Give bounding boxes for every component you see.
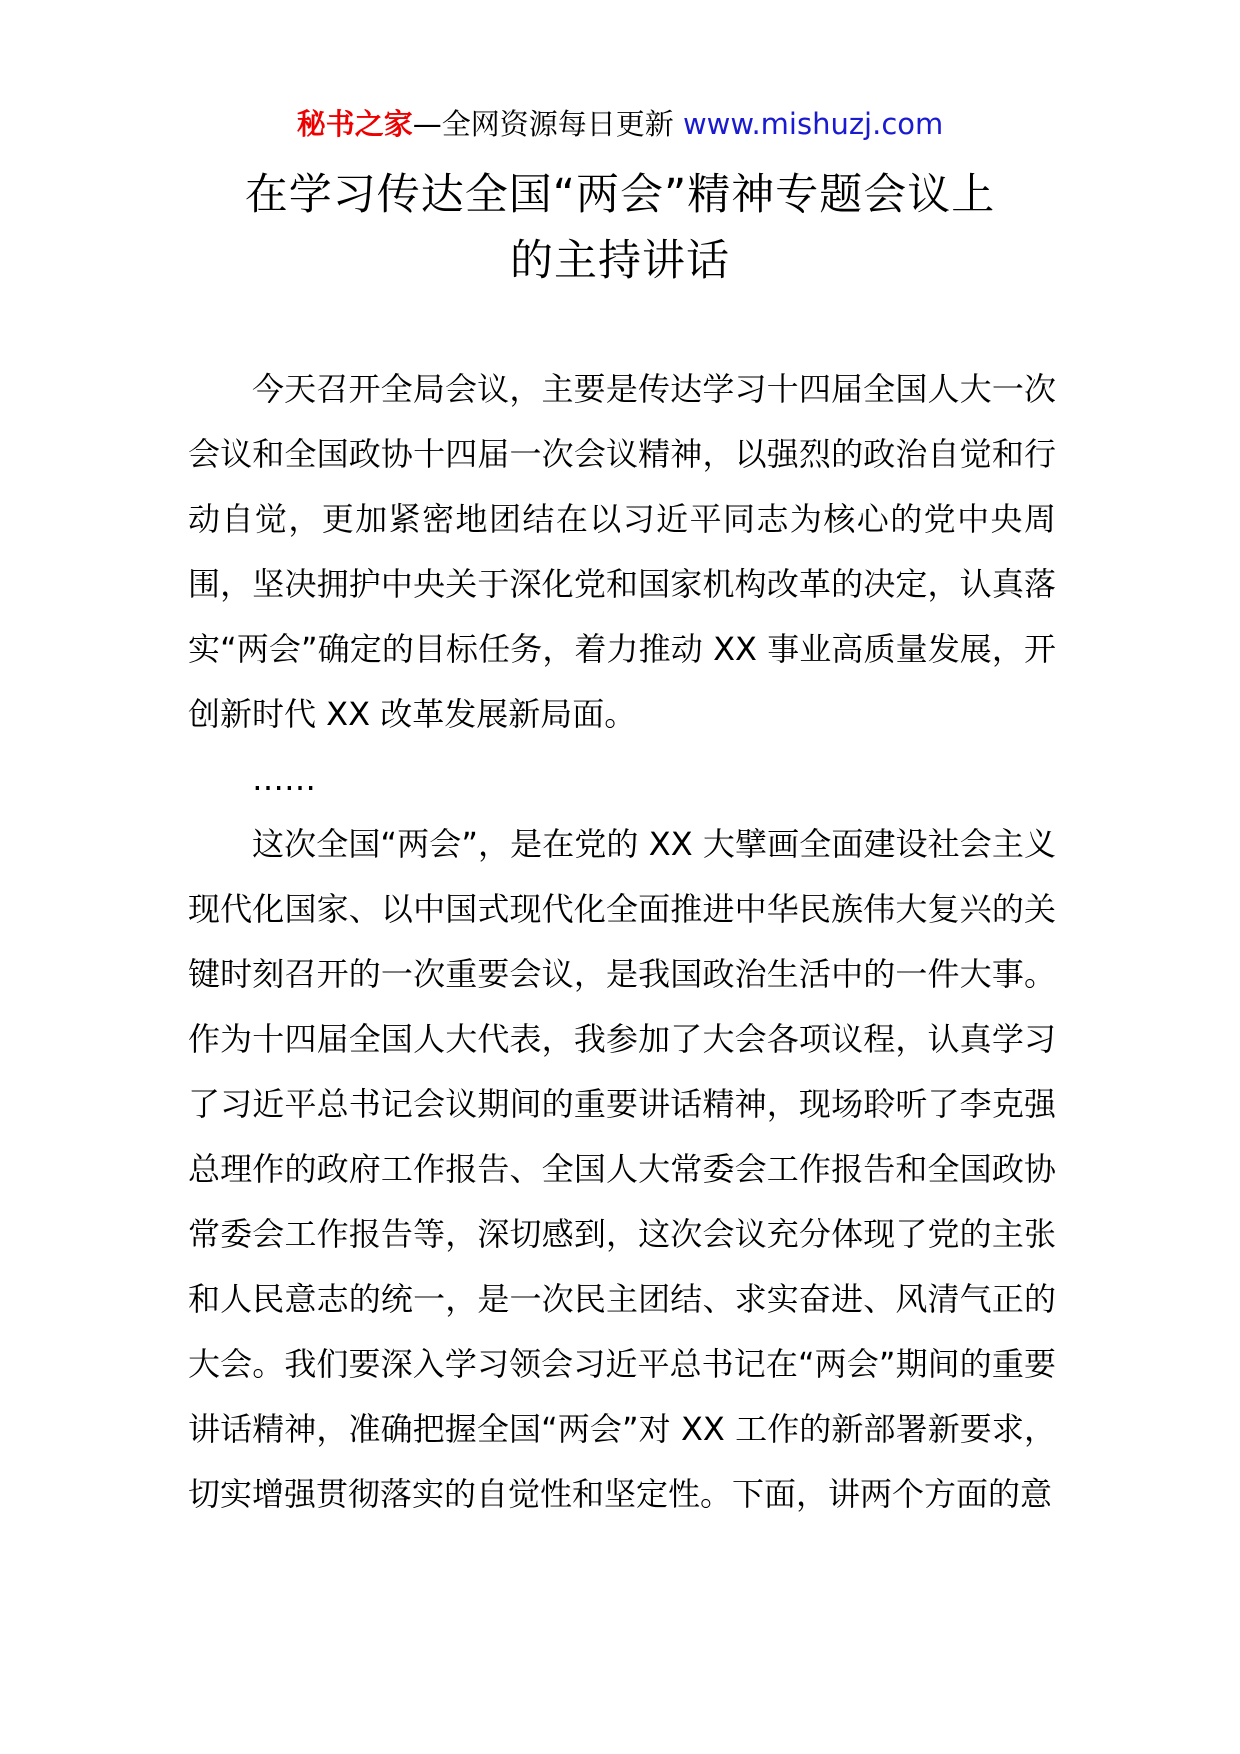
body-paragraph-opening: 今天召开全局会议，主要是传达学习十四届全国人大一次会议和全国政协十四届一次会议精神，以强烈的政治自觉和行动自觉，更加紧密地团结在以习近平同志为核心的党中央周围，坚决拥护中央关于深化党和国家机构改革的决定，认真落实“两会”确定的目标任务，着力推动 XX 事业高质量发展，开创新时代 XX 改革发展新局面。: [188, 370, 1056, 733]
site-header: [0, 104, 1240, 144]
document-title-line-2: 的主持讲话: [510, 236, 730, 286]
document-title: [150, 162, 1090, 294]
body-paragraph-ellipsis: ……: [252, 760, 316, 798]
document-body: [188, 357, 1056, 1527]
site-brand: 秘书之家: [296, 107, 413, 141]
site-url-link[interactable]: www.mishuzj.com: [682, 107, 944, 141]
document-title-line-1: 在学习传达全国“两会”精神专题会议上: [244, 170, 996, 220]
body-paragraph-main: 这次全国“两会”，是在党的 XX 大擘画全面建设社会主义现代化国家、以中国式现代化全面推进中华民族伟大复兴的关键时刻召开的一次重要会议，是我国政治生活中的一件大事。作为十四届全国人大代表，我参加了大会各项议程，认真学习了习近平总书记会议期间的重要讲话精神，现场聆听了李克强总理作的政府工作报告、全国人大常委会工作报告和全国政协常委会工作报告等，深切感到，这次会议充分体现了党的主张和人民意志的统一，是一次民主团结、求实奋进、风清气正的大会。我们要深入学习领会习近平总书记在“两会”期间的重要讲话精神，准确把握全国“两会”对 XX 工作的新部署新要求，切实增强贯彻落实的自觉性和坚定性。下面，讲两个方面的意: [188, 825, 1056, 1513]
site-tagline: —全网资源每日更新: [412, 107, 674, 141]
